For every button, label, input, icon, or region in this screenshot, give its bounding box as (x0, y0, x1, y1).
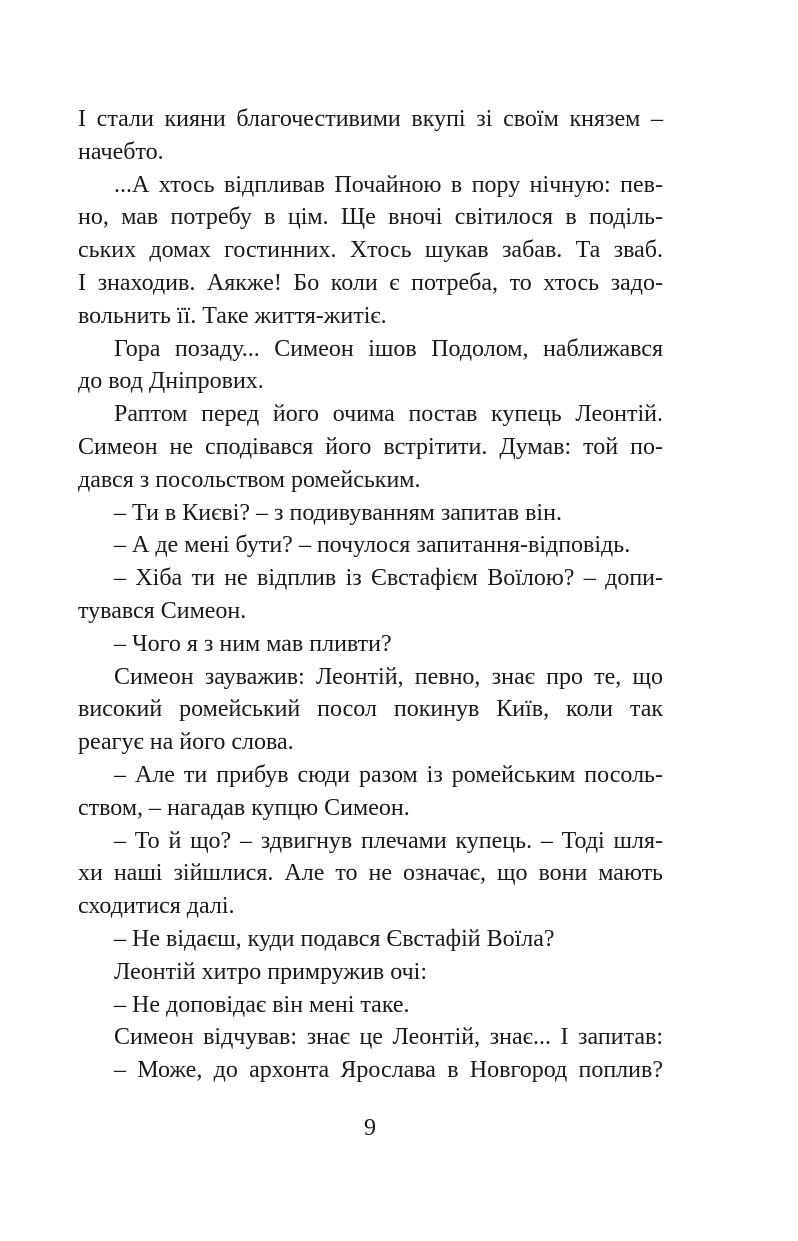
text-line: – Не відаєш, куди подався Євстафій Воїла? (114, 925, 555, 952)
text-line: – Але ти прибув сюди разом із ромейським посоль- (114, 761, 663, 788)
text-line: – То й що? – здвигнув плечами купець. – Тоді шля- (114, 827, 663, 854)
text-line: дався з посольством ромейським. (78, 466, 421, 493)
text-line: ських домах гостинних. Хтось шукав забав. Та зваб. (78, 237, 663, 264)
text-line: – Чого я з ним мав пливти? (114, 630, 392, 657)
page-body (78, 103, 663, 1087)
text-line: – Може, до архонта Ярослава в Новгород поплив? (114, 1057, 663, 1084)
text-line: ...А хтось відпливав Почайною в пору нічную: пев- (114, 171, 663, 198)
text-line: сходитися далі. (78, 893, 235, 920)
text-line: – А де мені бути? – почулося запитання-відповідь. (114, 532, 631, 559)
text-line: начебто. (78, 138, 164, 165)
text-line: Симеон не сподівався його встрітити. Думав: той по- (78, 433, 663, 460)
text-line: – Хіба ти не відплив із Євстафієм Воїлою? – допи- (114, 565, 663, 592)
text-line: реагує на його слова. (78, 729, 294, 756)
text-line: Раптом перед його очима постав купець Леонтій. (114, 401, 663, 428)
text-line: до вод Дніпрових. (78, 368, 264, 395)
text-line: І знаходив. Аякже! Бо коли є потреба, то хтось задо- (78, 269, 663, 296)
page-number: 9 (364, 1115, 376, 1141)
text-line: – Не доповідає він мені таке. (114, 991, 410, 1018)
text-line: Леонтій хитро примружив очі: (114, 958, 428, 985)
text-line: ством, – нагадав купцю Симеон. (78, 794, 410, 821)
text-line: Симеон зауважив: Леонтій, певно, знає про те, що (114, 663, 663, 690)
text-line: – Ти в Києві? – з подивуванням запитав він. (114, 499, 562, 526)
text-line: тувався Симеон. (78, 597, 247, 624)
text-line: но, мав потребу в цім. Ще вночі світилося в поділь- (78, 204, 663, 231)
text-line: Симеон відчував: знає це Леонтій, знає... І запитав: (114, 1024, 663, 1051)
text-line: вольнить її. Таке життя-житіє. (78, 302, 387, 329)
text-line: Гора позаду... Симеон ішов Подолом, наближався (114, 335, 663, 362)
text-line: високий ромейський посол покинув Київ, коли так (78, 696, 663, 723)
text-line: хи наші зійшлися. Але то не означає, що вони мають (78, 860, 663, 887)
text-line: І стали кияни благочестивими вкупі зі своїм князем – (78, 106, 663, 132)
